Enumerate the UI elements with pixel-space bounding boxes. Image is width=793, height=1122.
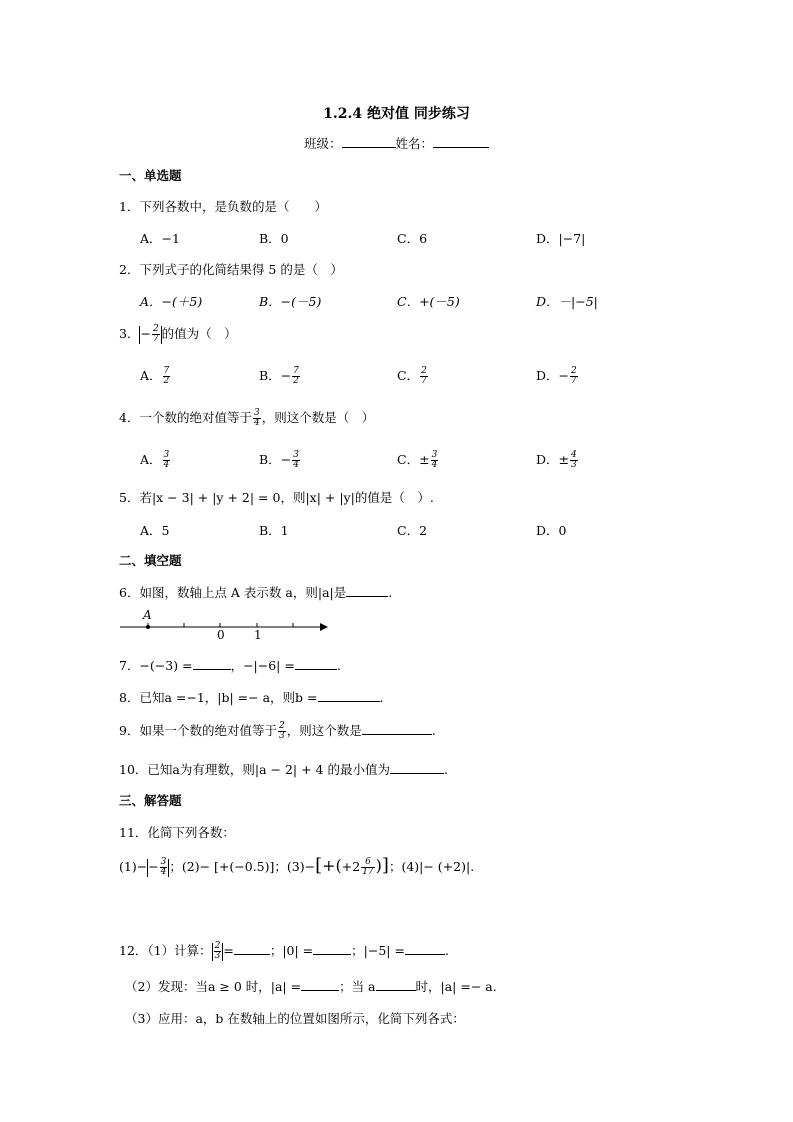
q3-option-b[interactable]: B．− $\frac{7}{2}$ bbox=[259, 366, 299, 386]
q1-option-d[interactable]: D．|−7| bbox=[536, 231, 586, 246]
q3-option-a[interactable]: A． $\frac{7}{2}$ bbox=[140, 366, 170, 386]
q4-fraction: $\frac{3}{4}$ bbox=[253, 408, 260, 428]
q7-stem: 7．−(−3) = ，−|−6| = . bbox=[119, 658, 341, 673]
q12-blank-5[interactable] bbox=[376, 978, 416, 991]
q6-answer-blank[interactable] bbox=[346, 584, 388, 597]
q3-option-d[interactable]: D．− $\frac{2}{7}$ bbox=[536, 366, 577, 386]
q11-items: (1)−− $\frac{3}{4}$ ；(2)− [+(−0.5)]；(3)−[+(+2 $\frac{6}{17}$ )]；(4)|− (+2)|. bbox=[119, 855, 475, 877]
q1-option-c[interactable]: C．6 bbox=[397, 231, 428, 246]
q12-line-3: （3）应用：a，b 在数轴上的位置如图所示，化简下列各式： bbox=[125, 1011, 465, 1026]
q10-stem: 10．已知a为有理数，则|a − 2| + 4 的最小值为 . bbox=[119, 762, 448, 777]
q2-option-a[interactable]: A．−(＋5) bbox=[140, 294, 203, 309]
q8-answer-blank[interactable] bbox=[318, 689, 380, 702]
q3-tail: 的值为（ ） bbox=[161, 326, 237, 341]
q3-stem: 3．− $\frac{2}{7}$ 的值为（ ） bbox=[119, 324, 237, 344]
q12-blank-3[interactable] bbox=[405, 942, 445, 955]
q5-option-d[interactable]: D．0 bbox=[536, 523, 567, 538]
q8-stem: 8．已知a =−1，|b| =− a，则b = . bbox=[119, 690, 384, 705]
q2-option-b[interactable]: B．−(－5) bbox=[259, 294, 322, 309]
q2-option-d[interactable]: D．－|−5| bbox=[536, 294, 598, 309]
tick-label-1: 1 bbox=[254, 628, 262, 641]
q9-stem: 9．如果一个数的绝对值等于 $\frac{2}{3}$ ，则这个数是 . bbox=[119, 721, 436, 741]
point-a-label: A bbox=[143, 608, 152, 622]
class-blank[interactable] bbox=[342, 135, 396, 148]
q5-option-b[interactable]: B．1 bbox=[259, 523, 289, 538]
q9-answer-blank[interactable] bbox=[362, 722, 432, 735]
q1-option-b[interactable]: B．0 bbox=[259, 231, 289, 246]
q5-option-c[interactable]: C．2 bbox=[397, 523, 428, 538]
q5-stem: 5．若|x − 3| + |y + 2| = 0，则|x| + |y|的值是（ ）. bbox=[119, 490, 434, 505]
q3-number: 3． bbox=[119, 326, 140, 341]
q9-fraction: $\frac{2}{3}$ bbox=[278, 721, 285, 741]
q6-stem: 6．如图，数轴上点 A 表示数 a，则|a|是 . bbox=[119, 585, 393, 600]
section-solve: 三、解答题 bbox=[119, 793, 182, 808]
q7-blank-1[interactable] bbox=[193, 657, 231, 670]
section-single-choice: 一、单选题 bbox=[119, 168, 182, 183]
q11-stem: 11．化简下列各数： bbox=[119, 825, 235, 840]
q12-blank-4[interactable] bbox=[301, 978, 339, 991]
tick-label-0: 0 bbox=[217, 628, 225, 641]
q2-option-c[interactable]: C．+(－5) bbox=[397, 294, 460, 309]
q3-fraction: $\frac{2}{7}$ bbox=[152, 324, 159, 344]
q12-blank-2[interactable] bbox=[313, 942, 351, 955]
q12-line-1: 12．（1）计算： $\frac{2}{3}$ = ；|0| = ；|−5| = . bbox=[119, 941, 449, 961]
q4-option-d[interactable]: D．± $\frac{4}{3}$ bbox=[536, 450, 577, 470]
q4-option-c[interactable]: C．± $\frac{3}{4}$ bbox=[397, 450, 438, 470]
q3-option-c[interactable]: C． $\frac{2}{7}$ bbox=[397, 366, 427, 386]
name-blank[interactable] bbox=[433, 135, 489, 148]
q5-option-a[interactable]: A．5 bbox=[140, 523, 170, 538]
class-label: 班级： bbox=[303, 136, 342, 151]
q1-option-a[interactable]: A．−1 bbox=[140, 231, 180, 246]
q4-option-a[interactable]: A． $\frac{3}{4}$ bbox=[140, 450, 170, 470]
page-title: 1.2.4 绝对值 同步练习 bbox=[323, 106, 470, 122]
q12-blank-1[interactable] bbox=[234, 942, 270, 955]
q4-stem: 4．一个数的绝对值等于 $\frac{3}{4}$ ，则这个数是（ ） bbox=[119, 408, 375, 428]
q6-number-line bbox=[118, 605, 332, 641]
q7-blank-2[interactable] bbox=[295, 657, 337, 670]
class-name-line bbox=[0, 134, 793, 152]
section-fill-blank: 二、填空题 bbox=[119, 553, 182, 568]
q10-answer-blank[interactable] bbox=[390, 761, 444, 774]
name-label: 姓名： bbox=[395, 136, 434, 151]
point-a-marker bbox=[146, 625, 150, 629]
q2-stem: 2．下列式子的化简结果得 5 的是（ ） bbox=[119, 262, 343, 277]
q4-option-b[interactable]: B．− $\frac{3}{4}$ bbox=[259, 450, 299, 470]
q1-stem: 1．下列各数中，是负数的是（ ） bbox=[119, 199, 327, 214]
q12-line-2: （2）发现：当a ≥ 0 时，|a| = ；当 a 时，|a| =− a. bbox=[125, 979, 497, 994]
